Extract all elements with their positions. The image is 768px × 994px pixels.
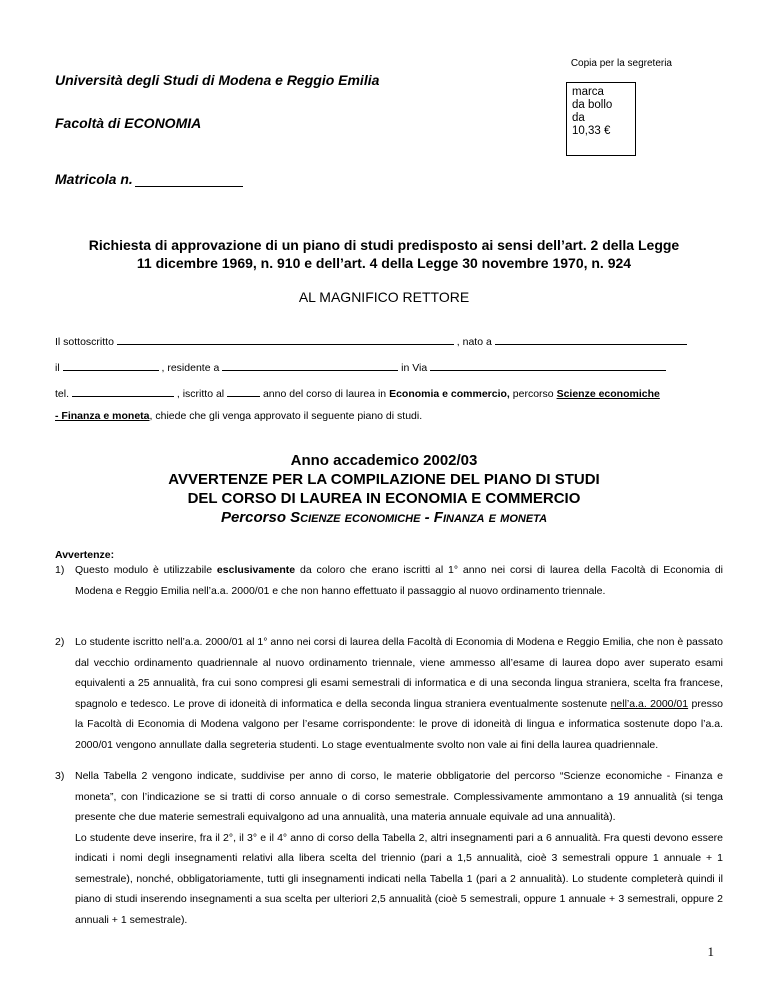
stamp-line: da	[572, 112, 585, 124]
item-text: Lo studente iscritto nell’a.a. 2000/01 al 1° anno nei corsi di laurea della Facoltà di Economia di Modena e Reggio Emilia, che non è passato dal vecchio ordinamento quadriennale al nuovo ordinamento triennale, viene ammesso all’esame di laurea dopo aver superato esami equivalenti a 25 annualità, fra cui sono compresi gli esami semestrali di informatica e di una seconda lingua straniera, scelta fra francese, spagnolo e tedesco. Le prove di idoneità di informatica e della seconda lingua straniera eventualmente sostenute	[75, 636, 723, 710]
faculty-name: Facoltà di ECONOMIA	[55, 115, 202, 131]
revenue-stamp-box	[566, 82, 636, 156]
blank-birthplace	[495, 334, 687, 345]
item-text: presso la Facoltà di Economia di Modena valgono per l’esame corrispondente: le prove di idoneità di lingua e informatica sostenute dopo l’a.a. 2000/01 vengono annullate dalla segreteria studenti. Lo stage eventualmente svolto non vale ai fini della laurea quadriennale.	[75, 697, 723, 751]
item-paragraph: Lo studente deve inserire, fra il 2°, il 3° e il 4° anno di corso della Tabella 2, altri insegnamenti pari a 6 annualità. Fra questi devono essere indicati i nomi degli insegnamenti relativi alla libera scelta del triennio (pari a 1,5 annualità, cioè 3 semestrali oppure 1 annuale + 1 semestrale), nonché, obbligatoriamente, tutti gli insegnamenti indicati nella Tabella 1 (pari a 2 annualità). Lo studente completerà quindi il piano di studi inserendo insegnamenti a sua scelta per ulteriori 2,5 annualità (cioè 5 semestrali, oppure 1 annuale + 3 semestrali, oppure 2 annuali + 1 semestrale).	[75, 831, 723, 926]
addressee: AL MAGNIFICO RETTORE	[298, 289, 470, 305]
form-line-course	[55, 386, 660, 400]
academic-year: Anno accademico 2002/03	[290, 452, 478, 469]
matricola-field	[55, 171, 243, 187]
blank-name	[117, 334, 454, 345]
matricola-label: Matricola n.	[55, 171, 133, 187]
copy-note: Copia per la segreteria	[570, 58, 672, 69]
avvertenza-item-2	[55, 632, 723, 755]
label-il: il	[55, 362, 60, 374]
item-text: Questo modulo è utilizzabile	[75, 564, 217, 576]
label-in-via: in Via	[401, 362, 428, 374]
form-line-residence	[55, 360, 666, 374]
item-number: 1)	[55, 564, 65, 576]
course-name: Economia e commercio,	[389, 388, 510, 400]
heading-track-name: Scienze economiche - Finanza e moneta	[290, 509, 548, 526]
heading-line: AVVERTENZE PER LA COMPILAZIONE DEL PIANO DI STUDI	[168, 471, 600, 488]
label-percorso: percorso	[512, 388, 554, 400]
label-sottoscritto: Il sottoscritto	[55, 336, 114, 348]
item-paragraph: Nella Tabella 2 vengono indicate, suddivise per anno di corso, le materie obbligatorie del percorso “Scienze economiche - Finanza e moneta”, con l’indicazione se si tratti di corso annuale o di corso semestrale. Complessivamente ammontano a 19 annualità (si tenga presente che due materie semestrali equivalgono ad una annualità, una materia annuale equivale ad una annualità).	[75, 770, 723, 823]
label-tel: tel.	[55, 388, 70, 400]
item-underlined: nell’a.a. 2000/01	[610, 697, 689, 710]
request-title-line: Richiesta di approvazione di un piano di studi predisposto ai sensi dell’art. 2 della Legge	[88, 237, 680, 253]
avvertenze-label: Avvertenze:	[55, 549, 115, 561]
blank-birthdate	[63, 360, 159, 371]
university-name: Università degli Studi di Modena e Reggio Emilia	[55, 72, 380, 88]
request-title	[40, 236, 728, 272]
track-name-b: - Finanza e moneta	[55, 410, 150, 422]
stamp-line: marca	[572, 86, 604, 98]
item-emphasis: esclusivamente	[216, 564, 296, 576]
label-iscritto-al: , iscritto al	[176, 388, 225, 400]
track-name-a: Scienze economiche	[556, 388, 660, 400]
request-text: , chiede che gli venga approvato il seguente piano di studi.	[149, 410, 423, 422]
avvertenza-item-1	[55, 560, 723, 601]
page-number: 1	[707, 944, 714, 959]
matricola-blank	[135, 172, 243, 187]
heading-track	[0, 508, 768, 527]
label-anno-corso: anno del corso di laurea in	[262, 388, 387, 400]
item-text: da coloro che erano iscritti al 1° anno nei corsi di laurea della Facoltà di Economia di Modena e Reggio Emilia nell’a.a. 2000/01 e che non hanno effettuato il passaggio al nuovo ordinamento triennale.	[75, 564, 723, 597]
stamp-line: 10,33 €	[572, 125, 611, 137]
heading-line: DEL CORSO DI LAUREA IN ECONOMIA E COMMERCIO	[187, 490, 581, 507]
item-number: 3)	[55, 770, 65, 782]
label-residente-a: , residente a	[161, 362, 220, 374]
label-nato-a: , nato a	[456, 336, 492, 348]
form-line-request	[55, 410, 422, 422]
blank-year	[227, 386, 260, 397]
item-number: 2)	[55, 636, 65, 648]
section-heading	[0, 451, 768, 527]
avvertenza-item-3	[55, 766, 723, 930]
form-line-name	[55, 334, 687, 348]
blank-residence	[222, 360, 398, 371]
blank-street	[430, 360, 666, 371]
blank-phone	[72, 386, 174, 397]
request-title-line: 11 dicembre 1969, n. 910 e dell’art. 4 della Legge 30 novembre 1970, n. 924	[136, 255, 632, 271]
heading-track-prefix: Percorso	[220, 509, 286, 526]
stamp-line: da bollo	[572, 99, 613, 111]
